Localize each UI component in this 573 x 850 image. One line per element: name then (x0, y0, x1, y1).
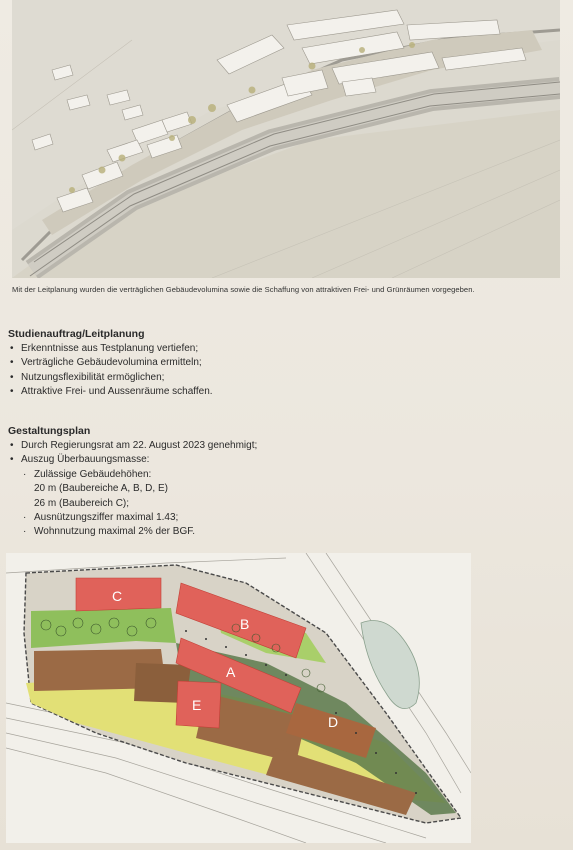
section-gestaltungsplan (8, 425, 528, 540)
list-item: • Auszug Überbauungsmasse: (8, 453, 528, 467)
sub-list-item: 26 m (Baubereich C); (34, 497, 130, 509)
bullet-icon: • (10, 343, 14, 354)
bullet-icon: · (23, 526, 27, 538)
zone-label-e: E (192, 697, 202, 713)
bullet-icon: • (10, 454, 14, 466)
bullet-list (8, 439, 528, 468)
bullet-icon: • (10, 371, 14, 383)
section-heading: Studienauftrag/Leitplanung (8, 328, 145, 340)
aerial-illustration (12, 0, 560, 278)
aerial-image (12, 0, 560, 278)
list-item: • Attraktive Frei- und Aussenräume schaffen. (8, 385, 528, 399)
sub-list-item: · Ausnützungsziffer maximal 1.43; (8, 511, 528, 525)
section-heading: Gestaltungsplan (8, 425, 91, 437)
bullet-icon: • (10, 357, 14, 369)
list-item: • Erkenntnisse aus Testplanung vertiefen; (8, 342, 528, 356)
zone-label-a: A (226, 664, 236, 680)
bullet-icon: • (10, 440, 14, 451)
section-studienauftrag (8, 328, 528, 400)
zone-label-b: B (240, 616, 250, 632)
list-item: • Verträgliche Gebäudevolumina ermitteln; (8, 356, 528, 370)
sub-list-item: 20 m (Baubereiche A, B, D, E) (34, 483, 168, 495)
site-plan (6, 553, 471, 843)
zone-label-c: C (112, 588, 123, 604)
list-item: • Durch Regierungsrat am 22. August 2023 genehmigt; (8, 439, 528, 453)
list-item: • Nutzungsflexibilität ermöglichen; (8, 371, 528, 385)
sub-list (8, 468, 528, 540)
bullet-list (8, 342, 528, 400)
sub-list-item: · Wohnnutzung maximal 2% der BGF. (8, 525, 528, 539)
bullet-icon: · (23, 468, 27, 480)
zone-label-d: D (328, 714, 339, 730)
site-plan-drawing (6, 553, 471, 843)
sub-list-item: · Zulässige Gebäudehöhen: (8, 468, 528, 482)
bullet-icon: • (10, 386, 14, 398)
image-caption: Mit der Leitplanung wurden die verträglichen Gebäudevolumina sowie die Schaffung von attraktiven Frei- und Grünräumen vorgegeben. (12, 285, 475, 294)
bullet-icon: · (23, 512, 27, 524)
